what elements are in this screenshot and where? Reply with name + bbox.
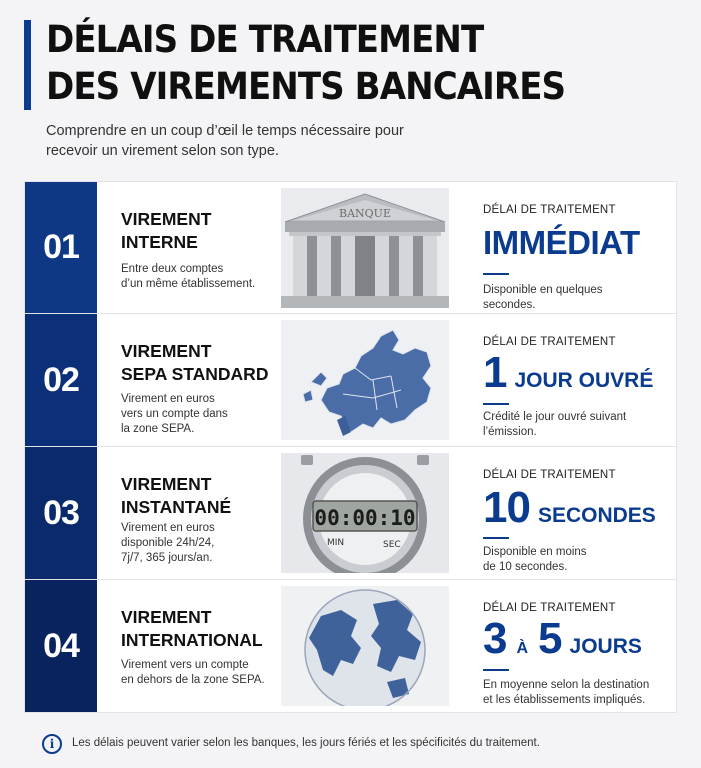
delay-note: En moyenne selon la destination et les établissements impliqués. — [483, 679, 650, 706]
globe-icon — [281, 586, 449, 706]
delay-divider — [483, 403, 509, 405]
transfer-row-international — [24, 580, 677, 713]
title-line-1: DÉLAIS DE TRAITEMENT — [46, 18, 484, 61]
delay-value: IMMÉDIAT — [483, 224, 640, 261]
delay-label: DÉLAI DE TRAITEMENT — [483, 336, 616, 348]
delay-value: 10 SECONDES — [483, 483, 656, 532]
transfer-type: VIREMENT INTERNE — [121, 209, 212, 252]
transfer-row-sepa-standard — [24, 314, 677, 447]
delay-divider — [483, 537, 509, 539]
delay-note: Disponible en quelques secondes. — [483, 284, 603, 311]
delay-value: 3 À 5 JOURS — [483, 614, 642, 663]
row-number: 02 — [25, 314, 97, 446]
page-title — [46, 16, 635, 110]
row-number: 04 — [25, 580, 97, 712]
transfer-description: Virement vers un compte en dehors de la zone SEPA. — [121, 659, 265, 686]
transfer-description: Virement en euros vers un compte dans la zone SEPA. — [121, 393, 228, 435]
transfer-row-instantane — [24, 447, 677, 580]
transfer-type: VIREMENT INTERNATIONAL — [121, 607, 263, 650]
transfer-types-table — [24, 181, 677, 713]
row-number: 03 — [25, 447, 97, 579]
title-line-2: DES VIREMENTS BANCAIRES — [46, 65, 566, 108]
info-icon: i — [42, 734, 62, 754]
delay-label: DÉLAI DE TRAITEMENT — [483, 602, 616, 614]
title-accent-bar — [24, 20, 31, 110]
row-number: 01 — [25, 182, 97, 313]
delay-divider — [483, 273, 509, 275]
svg-text:SEC: SEC — [383, 540, 401, 550]
delay-note: Crédité le jour ouvré suivant l’émission. — [483, 411, 627, 438]
europe-map-icon — [281, 320, 449, 440]
delay-divider — [483, 669, 509, 671]
bank-building-icon — [281, 188, 449, 308]
svg-text:00:00:10: 00:00:10 — [314, 506, 416, 530]
delay-value: 1 JOUR OUVRÉ — [483, 348, 654, 397]
delay-note: Disponible en moins de 10 secondes. — [483, 546, 587, 573]
transfer-type: VIREMENT SEPA STANDARD — [121, 341, 269, 384]
transfer-description: Virement en euros disponible 24h/24, 7j/7, 365 jours/an. — [121, 522, 215, 564]
page-subtitle — [46, 121, 446, 161]
subtitle-line-1: Comprendre en un coup d’œil le temps nécessaire pour — [46, 123, 404, 139]
footer-note: Les délais peuvent varier selon les banques, les jours fériés et les spécificités du traitement. — [72, 737, 540, 749]
svg-text:MIN: MIN — [327, 538, 345, 548]
delay-label: DÉLAI DE TRAITEMENT — [483, 469, 616, 481]
transfer-description: Entre deux comptes d’un même établissement. — [121, 263, 256, 290]
stopwatch-icon — [281, 453, 449, 573]
delay-label: DÉLAI DE TRAITEMENT — [483, 204, 616, 216]
transfer-type: VIREMENT INSTANTANÉ — [121, 474, 232, 517]
transfer-row-interne — [24, 181, 677, 314]
subtitle-line-2: recevoir un virement selon son type. — [46, 143, 279, 159]
svg-text:BANQUE: BANQUE — [339, 207, 391, 220]
